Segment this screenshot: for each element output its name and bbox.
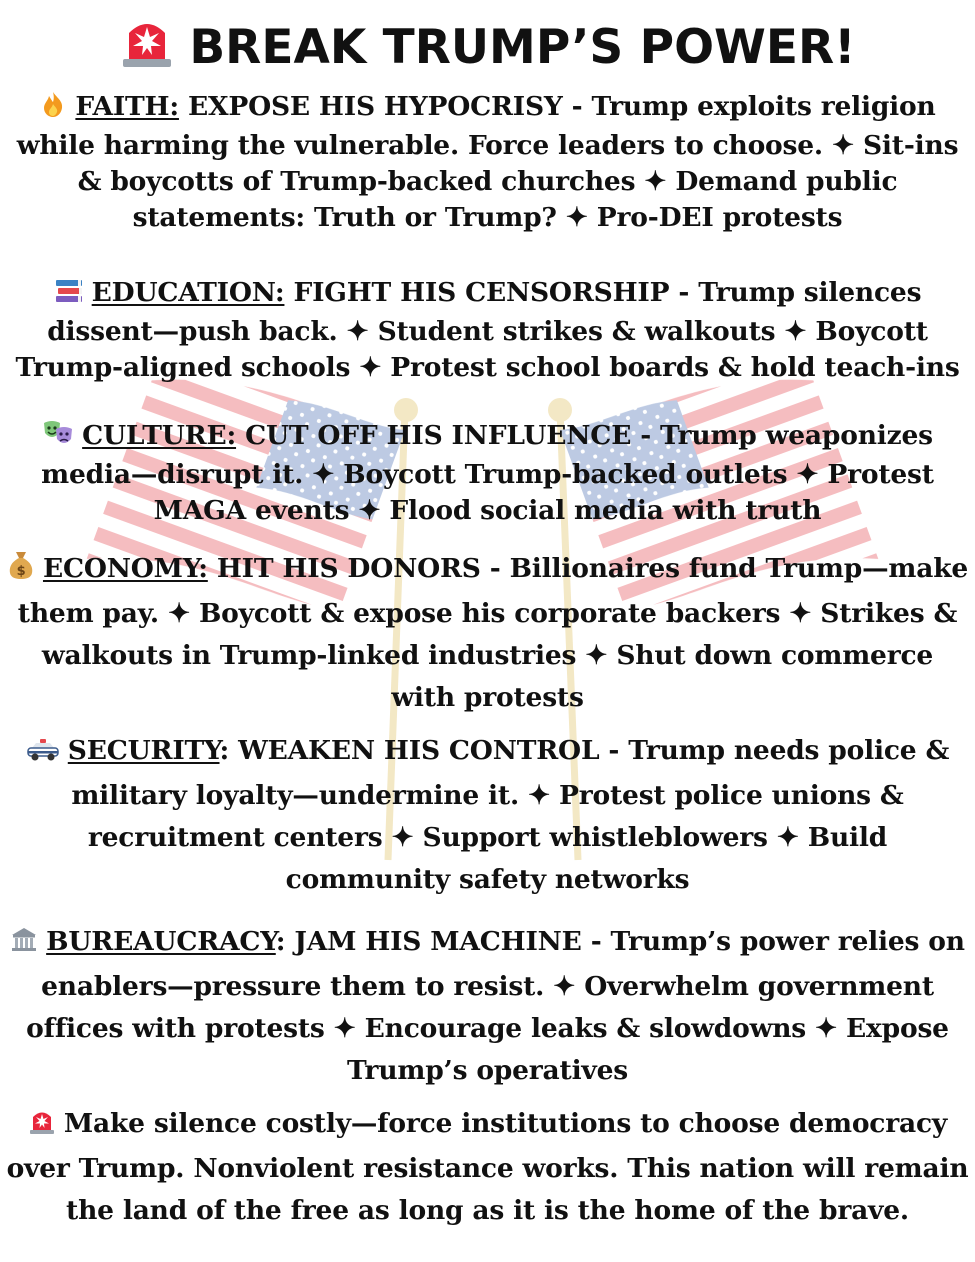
rotating-light-icon <box>28 1106 56 1148</box>
section-faith <box>6 89 969 236</box>
security-label: SECURITY <box>67 735 220 766</box>
books-icon <box>54 278 84 314</box>
section-culture <box>6 418 969 529</box>
bureaucracy-text: : JAM HIS MACHINE - Trump’s power relies on enablers—pressure them to resist. ✦ Overwhelm government offices with protests ✦ Encourage leaks & slowdowns ✦ Expose Trump’s operatives <box>26 926 965 1086</box>
money-bag-icon <box>7 550 35 593</box>
section-bureaucracy <box>6 921 969 1092</box>
culture-label: CULTURE: <box>82 420 237 451</box>
title-text: BREAK TRUMP’S POWER! <box>189 20 856 75</box>
classical-building-icon <box>10 924 38 966</box>
bureaucracy-label: BUREAUCRACY <box>46 926 276 957</box>
closing-statement <box>6 1103 969 1232</box>
economy-label: ECONOMY: <box>42 553 208 584</box>
fire-icon <box>39 90 67 128</box>
section-security <box>6 730 969 901</box>
closing-text: Make silence costly—force institutions to choose democracy over Trump. Nonviolent resistance works. This nation will remain the land of the free as long as it is the home of the brave. <box>6 1108 969 1226</box>
section-economy <box>6 548 969 719</box>
economy-text: HIT HIS DONORS - Billionaires fund Trump—make them pay. ✦ Boycott & expose his corporate backers ✦ Strikes & walkouts in Trump-linked industries ✦ Shut down commerce with protests <box>17 553 969 713</box>
faith-label: FAITH: <box>75 91 179 122</box>
police-car-icon <box>26 733 60 775</box>
performing-arts-icon <box>42 419 74 457</box>
section-education <box>6 275 969 386</box>
rotating-light-icon <box>119 13 175 90</box>
education-label: EDUCATION: <box>91 277 285 308</box>
svg-text:$: $ <box>16 564 26 579</box>
culture-text: CUT OFF HIS INFLUENCE - Trump weaponizes media—disrupt it. ✦ Boycott Trump-backed outlets ✦ Protest MAGA events ✦ Flood social media with truth <box>41 420 934 526</box>
faith-text: EXPOSE HIS HYPOCRISY - Trump exploits religion while harming the vulnerable. Force leaders to choose. ✦ Sit-ins & boycotts of Trump-backed churches ✦ Demand public statements: Truth or Trump? ✦ Pro-DEI protests <box>16 91 959 233</box>
security-text: : WEAKEN HIS CONTROL - Trump needs police & military loyalty—undermine it. ✦ Protest police unions & recruitment centers ✦ Support whistleblowers ✦ Build community safety networks <box>71 735 950 895</box>
page-title <box>0 12 975 90</box>
education-text: FIGHT HIS CENSORSHIP - Trump silences dissent—push back. ✦ Student strikes & walkouts ✦ Boycott Trump-aligned schools ✦ Protest school boards & hold teach-ins <box>15 277 960 383</box>
